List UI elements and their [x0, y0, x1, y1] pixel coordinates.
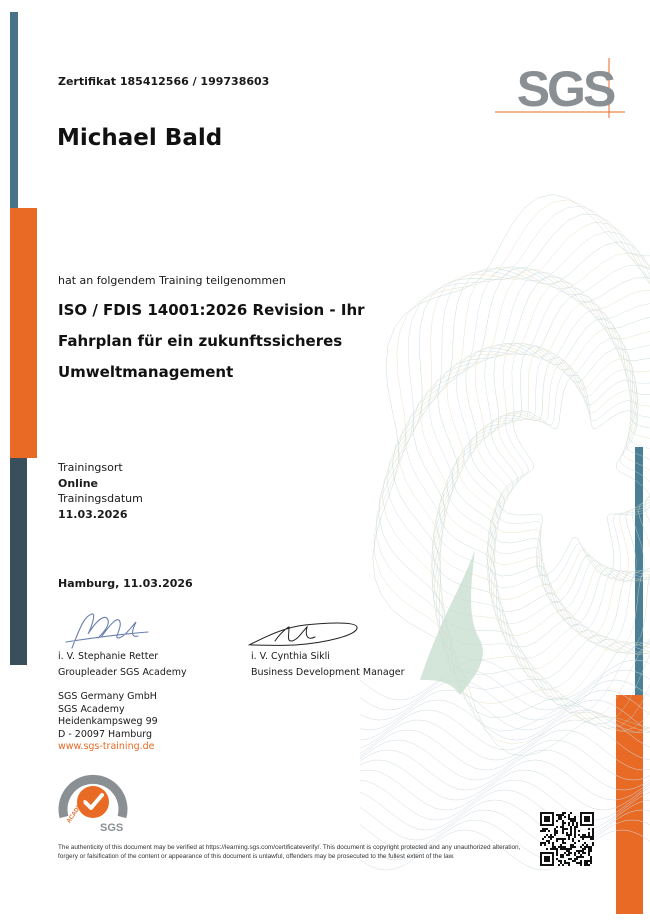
signatory-role: Business Development Manager	[251, 667, 405, 678]
accent-bar-blue	[10, 12, 18, 208]
address-line: SGS Germany GmbH	[58, 691, 157, 702]
address-line: Heidenkampsweg 99	[58, 716, 158, 728]
address-line: D - 20097 Hamburg	[58, 728, 153, 740]
signatory-name: i. V. Stephanie Retter	[58, 651, 159, 662]
signatory-name: i. V. Cynthia Sikli	[251, 651, 330, 662]
course-title-line: Fahrplan für ein zukunftssicheres	[58, 332, 343, 350]
qr-code-icon[interactable]	[540, 812, 594, 866]
location-label: Trainingsort	[58, 461, 123, 474]
certificate-number: Zertifikat 185412566 / 199738603	[58, 75, 270, 88]
svg-text:ACADEMY: ACADEMY	[66, 796, 89, 825]
issuer-address	[58, 691, 158, 754]
svg-text:SGS: SGS	[100, 822, 124, 834]
address-line: SGS Academy	[58, 703, 125, 715]
participation-statement: hat an folgendem Training teilgenommen	[58, 274, 286, 287]
location-value: Online	[58, 477, 99, 490]
accent-bar-dark	[10, 458, 27, 665]
website-link[interactable]: www.sgs-training.de	[58, 741, 155, 753]
date-label: Trainingsdatum	[58, 492, 143, 505]
authenticity-disclaimer: The authenticity of this document may be verified at https://learning.sgs.com/certificateverify/. This document is copyright protected and any unauthorized alteration, forgery or falsification of the content or appearance of this document is unlawful, offenders may be prosecuted to the fullest extent of the law.	[58, 844, 521, 860]
course-title-line: ISO / FDIS 14001:2026 Revision - Ihr	[58, 301, 365, 319]
course-title-line: Umweltmanagement	[58, 363, 234, 381]
signature-image	[245, 615, 363, 653]
signature-image	[62, 608, 152, 654]
guilloche-pattern	[360, 120, 650, 890]
accent-bar-orange	[10, 208, 37, 458]
svg-text:SGS: SGS	[516, 61, 614, 117]
issue-place-date: Hamburg, 11.03.2026	[58, 577, 193, 590]
sgs-logo	[495, 58, 625, 118]
participant-name: Michael Bald	[57, 125, 223, 151]
academy-seal-icon	[56, 765, 130, 835]
signatory-role: Groupleader SGS Academy	[58, 667, 187, 678]
date-value: 11.03.2026	[58, 508, 128, 521]
